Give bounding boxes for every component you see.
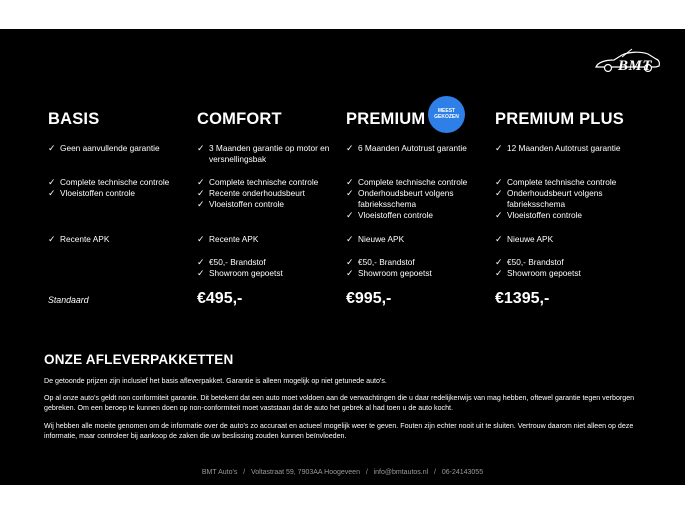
feature-item (48, 234, 198, 245)
checkmark-icon: ✓ (495, 188, 503, 198)
feature-item (197, 234, 339, 245)
feature-text: Vloeistoffen controle (209, 199, 285, 209)
badge-line1: MEEST (437, 108, 456, 114)
footer-separator: / (243, 469, 246, 476)
feature-item (346, 177, 488, 188)
info-paragraph-1: De getoonde prijzen zijn inclusief het basis afleverpakket. Garantie is alleen mogelijk op niet getunede auto's. (44, 377, 387, 385)
feature-group (48, 234, 198, 245)
feature-item (48, 177, 198, 188)
feature-item (346, 257, 488, 268)
feature-text: Showroom gepoetst (209, 268, 283, 278)
plan-column (346, 109, 496, 307)
feature-group (48, 143, 198, 154)
checkmark-icon: ✓ (48, 177, 56, 187)
feature-text: Showroom gepoetst (358, 268, 432, 278)
feature-item (495, 234, 637, 245)
feature-text: €50,- Brandstof (507, 257, 564, 267)
plan-price: €1395,- (495, 290, 550, 307)
plan-column (197, 109, 347, 307)
feature-text: 3 Maanden garantie op motor en versnellingsbak (209, 143, 330, 164)
feature-item (346, 188, 488, 210)
feature-group (346, 234, 488, 245)
feature-group (197, 257, 339, 279)
feature-text: Nieuwe APK (507, 234, 554, 244)
footer-address: Voltastraat 59, 7903AA Hoogeveen (250, 469, 360, 476)
feature-item (495, 177, 637, 188)
feature-item (495, 257, 637, 268)
feature-item (495, 210, 637, 221)
checkmark-icon: ✓ (346, 177, 354, 187)
feature-item (48, 143, 198, 154)
feature-text: Recente APK (209, 234, 259, 244)
plan-title: PREMIUM (346, 110, 426, 128)
feature-text: Showroom gepoetst (507, 268, 581, 278)
feature-text: 12 Maanden Autotrust garantie (507, 143, 621, 153)
feature-group (495, 177, 637, 221)
footer-separator: / (365, 469, 368, 476)
feature-item (197, 268, 339, 279)
standard-label: Standaard (48, 295, 89, 305)
feature-group (495, 257, 637, 279)
feature-item (346, 143, 488, 154)
feature-group (346, 143, 488, 154)
feature-text: Onderhoudsbeurt volgens fabrieksschema (507, 188, 603, 209)
plan-column (495, 109, 645, 307)
feature-group (495, 234, 637, 245)
feature-item (48, 188, 198, 199)
checkmark-icon: ✓ (48, 188, 56, 198)
plan-price: €995,- (346, 290, 392, 307)
checkmark-icon: ✓ (495, 143, 503, 153)
feature-item (197, 177, 339, 188)
feature-item (197, 257, 339, 268)
feature-text: Complete technische controle (209, 177, 319, 187)
checkmark-icon: ✓ (495, 268, 503, 278)
checkmark-icon: ✓ (48, 234, 56, 244)
feature-group (48, 177, 198, 199)
feature-text: Recente APK (60, 234, 110, 244)
section-title: ONZE AFLEVERPAKKETTEN (44, 352, 234, 367)
feature-item (495, 143, 637, 154)
plan-column (48, 109, 198, 305)
feature-group (495, 143, 637, 154)
footer-email-link[interactable]: info@bmtautos.nl (373, 469, 429, 476)
feature-item (346, 234, 488, 245)
feature-item (197, 199, 339, 210)
badge-line2: GEKOZEN (434, 114, 459, 120)
feature-group (346, 177, 488, 221)
info-paragraph-2: Op al onze auto's geldt non conformiteit garantie. Dit betekent dat een auto moet voldoen aan de verwachtingen die u daar redelijkerwijs van mag hebben, oftewel garantie tegen verborgen gebreken. Om een beroep te kunnen doen op non-conformiteit moet vaststaan dat de auto het gebrek al had toen u de auto kocht. (44, 394, 635, 412)
feature-item (346, 210, 488, 221)
plan-price: €495,- (197, 290, 243, 307)
checkmark-icon: ✓ (197, 234, 205, 244)
checkmark-icon: ✓ (197, 188, 205, 198)
feature-item (197, 188, 339, 199)
feature-text: Complete technische controle (60, 177, 170, 187)
checkmark-icon: ✓ (346, 268, 354, 278)
checkmark-icon: ✓ (197, 143, 205, 153)
info-paragraph-3: Wij hebben alle moeite genomen om de informatie over de auto's zo accuraat en actueel mogelijk weer te geven. Fouten zijn echter nooit uit te sluiten. Vertrouw daarom niet alleen op deze informatie, maar controleer bij aankoop de zaken die uw beslissing zouden kunnen beïnvloeden. (44, 422, 634, 440)
checkmark-icon: ✓ (495, 234, 503, 244)
plan-title: PREMIUM PLUS (495, 110, 624, 128)
feature-text: Vloeistoffen controle (358, 210, 434, 220)
checkmark-icon: ✓ (346, 188, 354, 198)
checkmark-icon: ✓ (197, 257, 205, 267)
footer-phone[interactable]: 06-24143055 (441, 469, 484, 476)
checkmark-icon: ✓ (48, 143, 56, 153)
checkmark-icon: ✓ (346, 143, 354, 153)
checkmark-icon: ✓ (197, 177, 205, 187)
feature-item (495, 188, 637, 210)
feature-text: Geen aanvullende garantie (60, 143, 160, 153)
plan-title: BASIS (48, 110, 100, 128)
feature-text: 6 Maanden Autotrust garantie (358, 143, 467, 153)
footer-separator: / (434, 469, 436, 476)
feature-item (346, 268, 488, 279)
footer (0, 469, 685, 476)
checkmark-icon: ✓ (346, 234, 354, 244)
feature-item (495, 268, 637, 279)
feature-text: €50,- Brandstof (209, 257, 266, 267)
checkmark-icon: ✓ (197, 199, 205, 209)
feature-group (197, 234, 339, 245)
checkmark-icon: ✓ (346, 257, 354, 267)
feature-text: Vloeistoffen controle (507, 210, 583, 220)
feature-text: Onderhoudsbeurt volgens fabrieksschema (358, 188, 454, 209)
feature-text: €50,- Brandstof (358, 257, 415, 267)
plan-title: COMFORT (197, 110, 282, 128)
feature-group (346, 257, 488, 279)
feature-text: Complete technische controle (358, 177, 468, 187)
most-chosen-badge (428, 96, 465, 133)
feature-text: Nieuwe APK (358, 234, 405, 244)
footer-company: BMT Auto's (201, 469, 238, 476)
feature-text: Vloeistoffen controle (60, 188, 136, 198)
checkmark-icon: ✓ (346, 210, 354, 220)
checkmark-icon: ✓ (495, 210, 503, 220)
feature-text: Complete technische controle (507, 177, 617, 187)
checkmark-icon: ✓ (495, 257, 503, 267)
brand-logo-text: BMT (618, 58, 653, 74)
feature-group (197, 177, 339, 210)
checkmark-icon: ✓ (495, 177, 503, 187)
feature-text: Recente onderhoudsbeurt (209, 188, 305, 198)
feature-item (197, 143, 339, 165)
feature-group (197, 143, 339, 165)
checkmark-icon: ✓ (197, 268, 205, 278)
